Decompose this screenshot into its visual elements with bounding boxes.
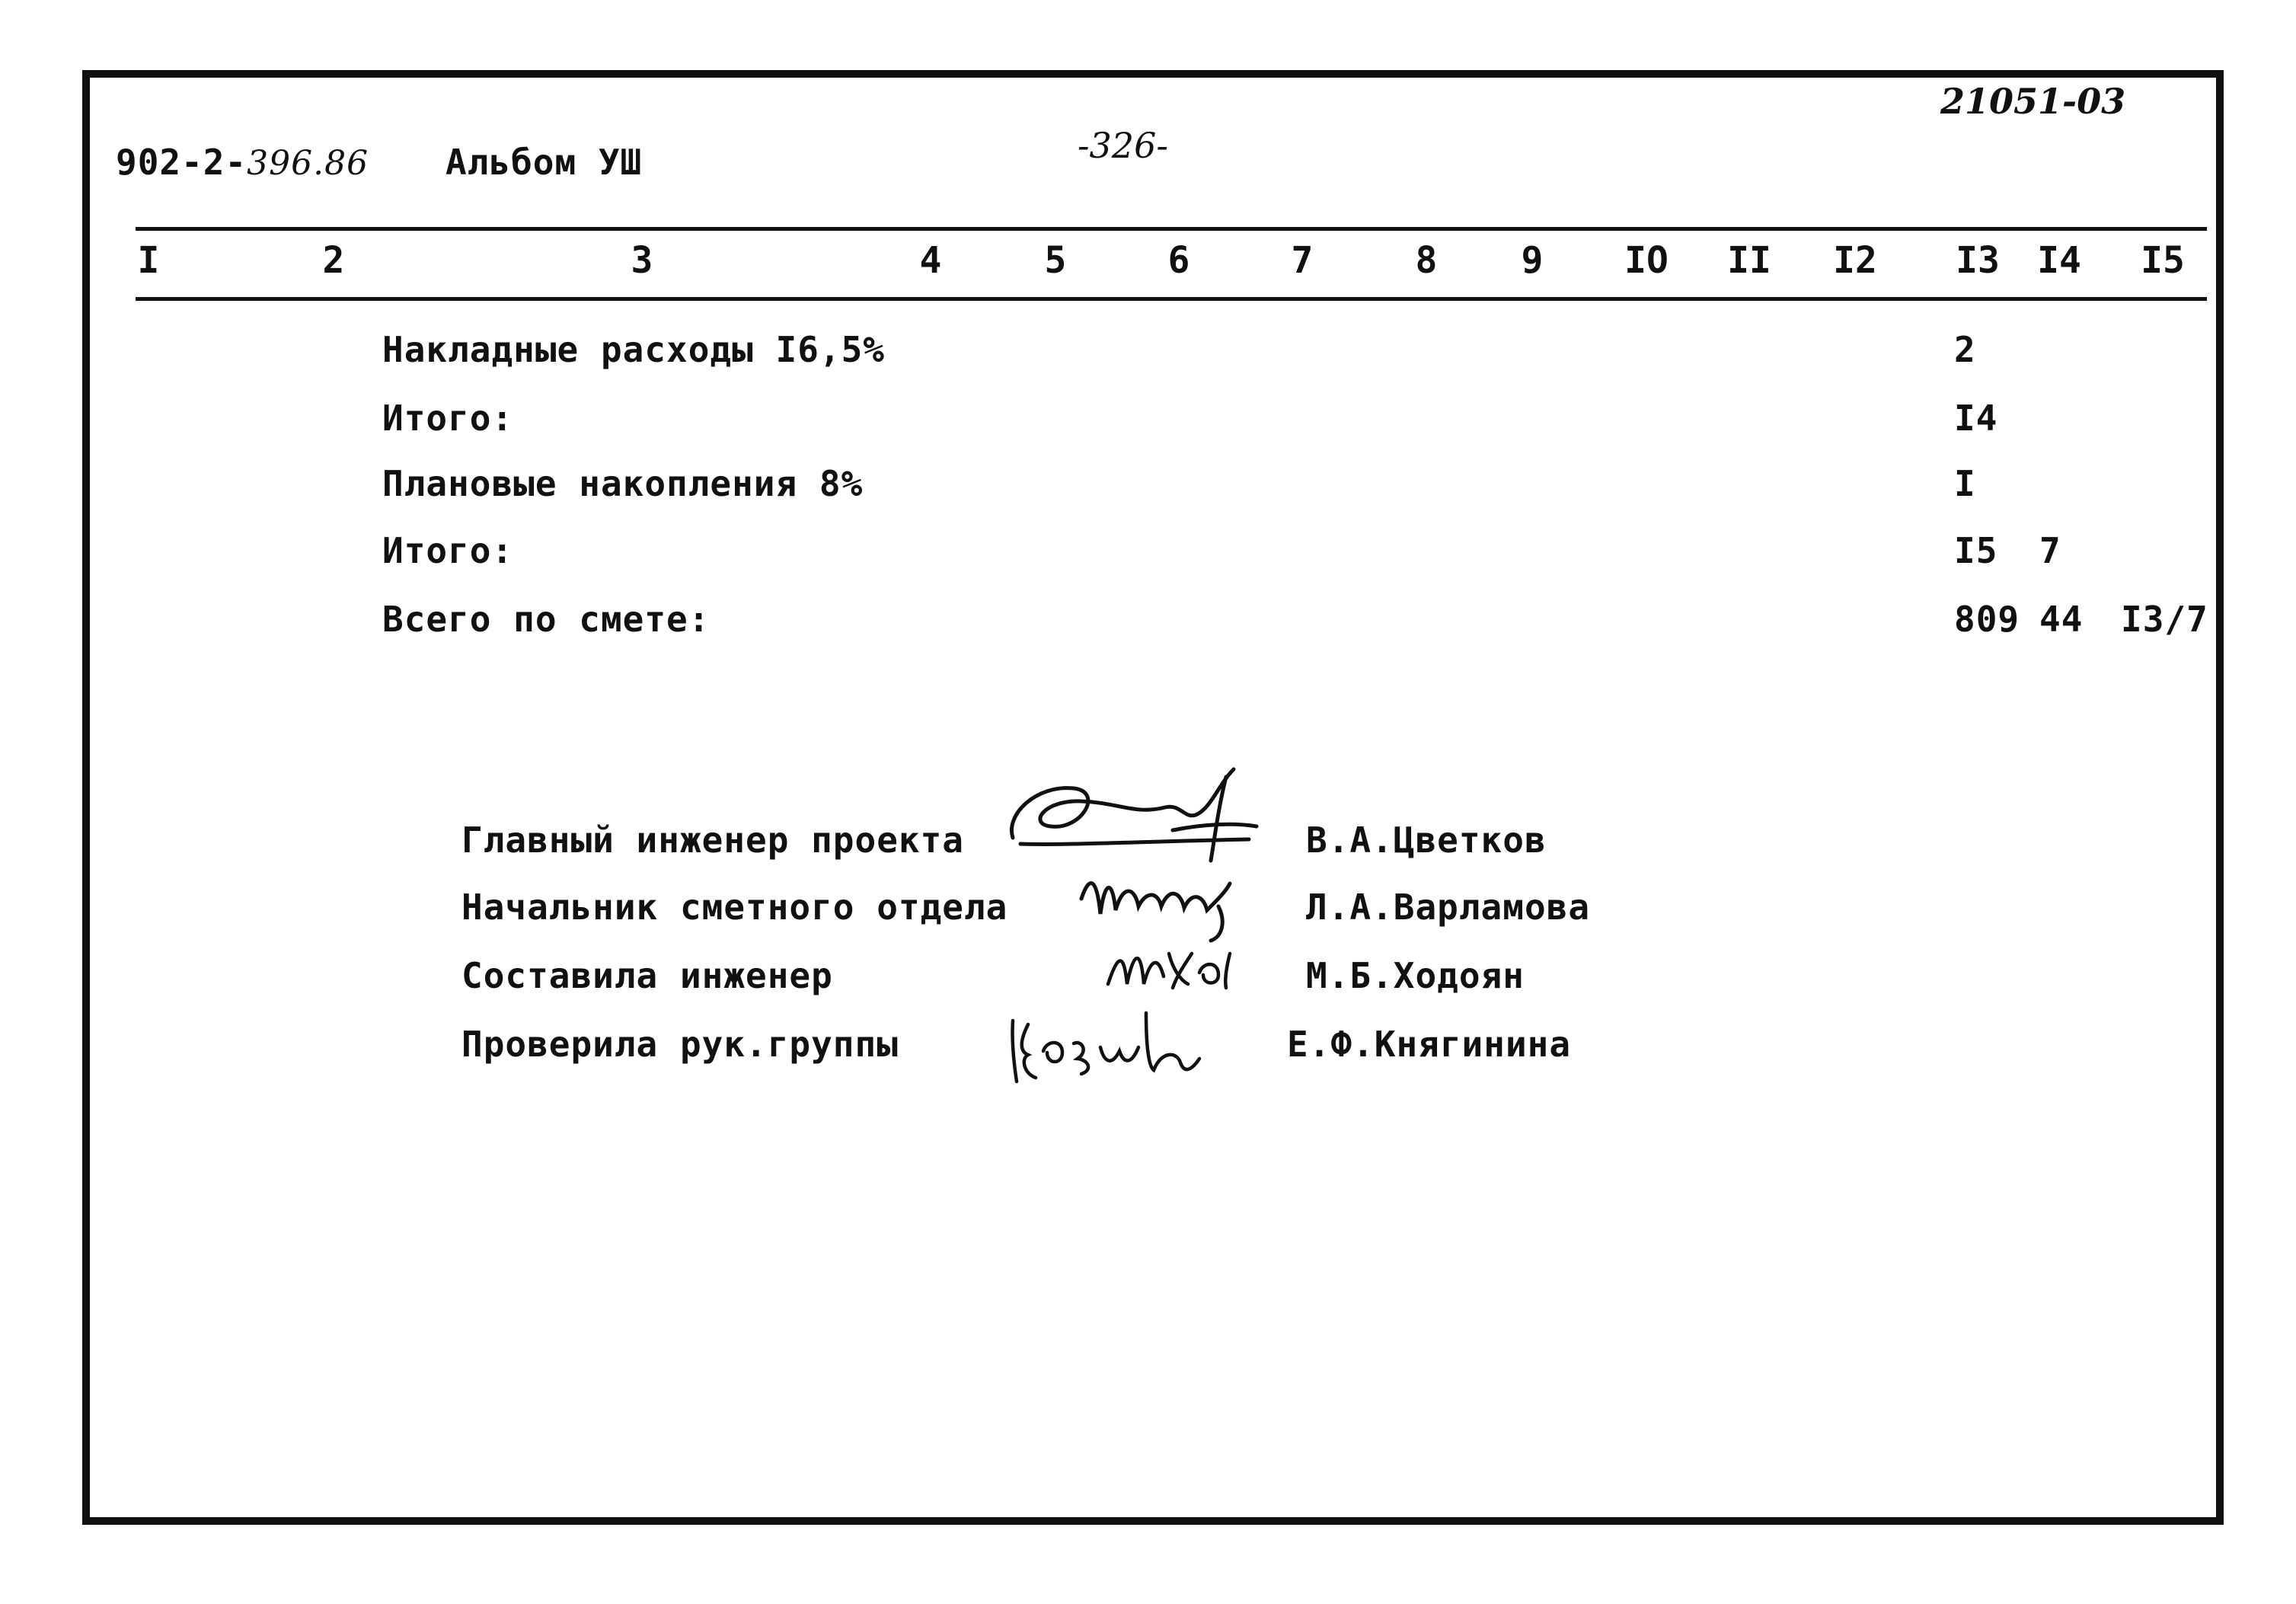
- col-6: 6: [1167, 239, 1190, 282]
- signature-name: Л.А.Варламова: [1306, 887, 1591, 928]
- signature-name: Е.Ф.Княгинина: [1287, 1024, 1572, 1065]
- row-label: Накладные расходы I6,5%: [382, 329, 885, 370]
- row-c14: 7: [2039, 530, 2061, 571]
- row-label: Итого:: [382, 398, 514, 439]
- signature-role: Проверила рук.группы: [461, 1024, 899, 1065]
- signature-name: М.Б.Ходоян: [1306, 955, 1525, 996]
- signature-role: Начальник сметного отдела: [461, 887, 1008, 928]
- row-c13: I: [1954, 463, 1976, 504]
- row-label: Плановые накопления 8%: [382, 463, 864, 504]
- signature-role: Составила инженер: [461, 955, 833, 996]
- doc-code-prefix: 902-2-: [116, 142, 247, 183]
- row-c13: I4: [1954, 398, 1998, 439]
- col-8: 8: [1415, 239, 1438, 282]
- col-11: II: [1727, 239, 1771, 282]
- header-rule-bottom: [136, 297, 2207, 301]
- handwritten-signature: [990, 754, 1279, 868]
- col-13: I3: [1956, 239, 2000, 282]
- row-c13: 2: [1954, 329, 1976, 370]
- row-c13: 809: [1954, 599, 2020, 640]
- col-7: 7: [1291, 239, 1314, 282]
- col-12: I2: [1833, 239, 1877, 282]
- row-c13: I5: [1954, 530, 1998, 571]
- col-1: I: [137, 239, 160, 282]
- col-15: I5: [2141, 239, 2185, 282]
- signature-name: В.А.Цветков: [1306, 820, 1547, 861]
- doc-number: 21051-03: [1940, 81, 2126, 122]
- row-label: Всего по смете:: [382, 599, 711, 640]
- doc-code-handwritten: 396.86: [247, 144, 369, 183]
- page-number: -326-: [1078, 125, 1168, 166]
- header-rule-top: [136, 227, 2207, 231]
- col-10: IO: [1624, 239, 1669, 282]
- col-4: 4: [919, 239, 942, 282]
- handwritten-signature: [998, 998, 1226, 1089]
- col-3: 3: [631, 239, 653, 282]
- col-2: 2: [322, 239, 345, 282]
- col-9: 9: [1521, 239, 1544, 282]
- signature-role: Главный инженер проекта: [461, 820, 964, 861]
- col-5: 5: [1044, 239, 1067, 282]
- row-label: Итого:: [382, 530, 514, 571]
- row-c14: 44: [2039, 599, 2084, 640]
- col-14: I4: [2037, 239, 2081, 282]
- album-label: Альбом УШ: [445, 142, 643, 183]
- row-c15: I3/7: [2121, 599, 2208, 640]
- doc-code: [116, 142, 369, 183]
- handwritten-signature: [1097, 931, 1249, 999]
